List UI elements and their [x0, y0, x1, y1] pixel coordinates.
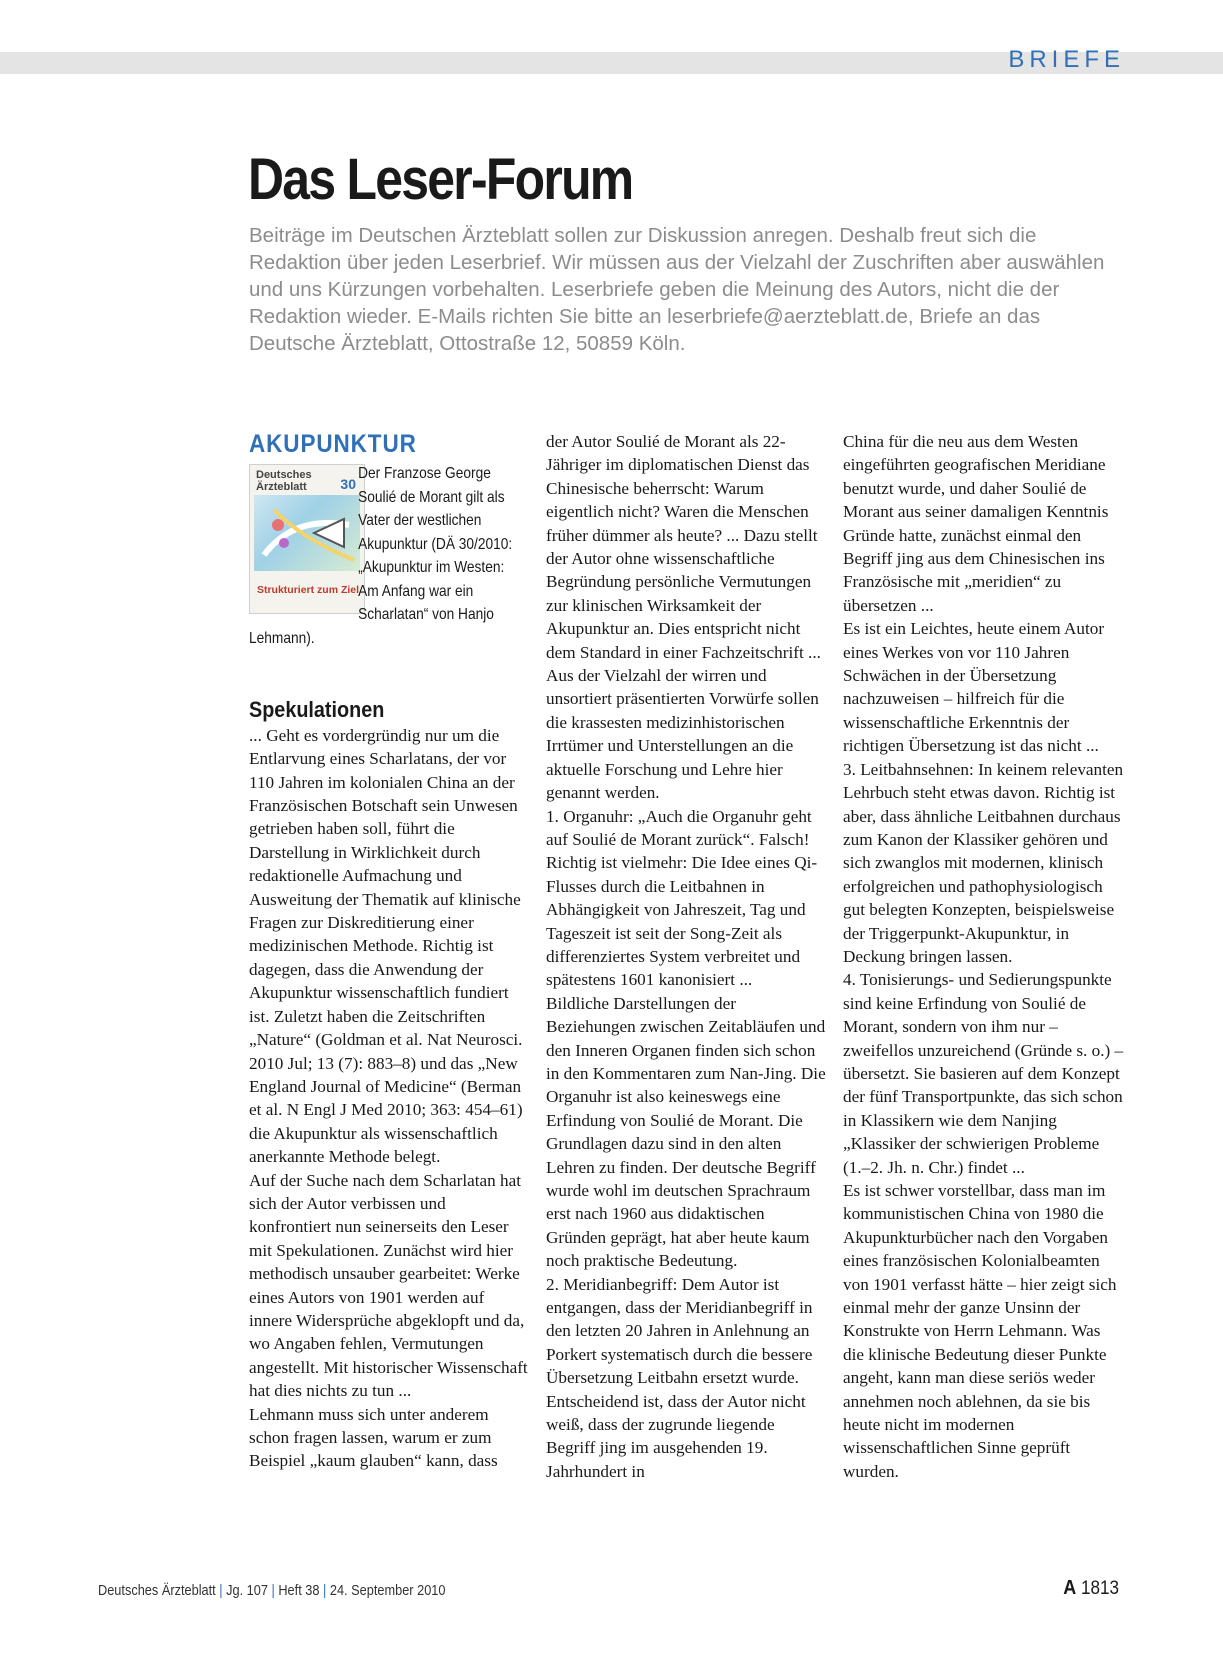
- cover-issue-number: 30: [340, 476, 356, 493]
- article-teaser: Der Franzose George Soulié de Morant gilt als Vater der westlichen Akupunktur (DÄ 30/2010: „Akupunktur im Westen: Am Anfang war ein Scharlatan“ von Hanjo Lehmann).: [249, 465, 513, 647]
- letter-text-column-1: ... Geht es vordergründig nur um die Entlarvung eines Scharlatans, der vor 110 Jahren im kolonialen China an der Französischen Botschaft sein Unwesen getrieben haben soll, führt die Darstellung in Wirklichkeit durch redaktionelle Aufmachung und Ausweitung der Thematik auf klinische Fragen zur Diskreditierung einer medizinischen Methode. Richtig ist dagegen, dass die Anwendung der Akupunktur wissenschaftlich fundiert ist. Zuletzt haben die Zeitschriften „Nature“ (Goldman et al. Nat Neurosci. 2010 Jul; 13 (7): 883–8) und das „New England Journal of Medicine“ (Berman et al. N Engl J Med 2010; 363: 454–61) die Akupunktur als wissenschaftlich anerkannte Methode belegt. Auf der Suche nach dem Scharlatan hat sich der Autor verbissen und konfrontiert nun seinerseits den Leser mit Spekulationen. Zunächst wird hier methodisch unsauber gearbeitet: Werke eines Autors von 1901 werden auf innere Widersprüche abgeklopft und da, wo Angaben fehlen, Vermutungen angestellt. Mit historischer Wissenschaft hat dies nichts zu tun ... Lehmann muss sich unter anderem schon fragen lassen, warum er zum Beispiel „kaum glauben“ kann, dass: [249, 725, 528, 1471]
- page-prefix: A: [1063, 1577, 1077, 1599]
- footer-separator: |: [271, 1583, 275, 1599]
- page-number: [1063, 1577, 1119, 1600]
- footer-volume: Jg. 107: [226, 1583, 268, 1599]
- footer-issue: Heft 38: [278, 1583, 320, 1599]
- intro-text: Beiträge im Deutschen Ärzteblatt sollen zur Diskussion anregen. Deshalb freut sich die Redaktion über jeden Leserbrief. Wir müssen aus der Vielzahl der Zuschriften aber auswählen und uns Kürzungen vorbehalten. Leserbriefe geben die Meinung des Autors, nicht die der Redaktion wieder. E-Mails richten Sie bitte an leserbriefe@aerzteblatt.de, Briefe an das Deutsche Ärzteblatt, Ottostraße 12, 50859 Köln.: [249, 224, 1105, 355]
- column-1: [249, 430, 531, 1473]
- letter-text-column-3: China für die neu aus dem Westen eingeführten geografischen Meridiane benutzt wurde, und daher Soulié de Morant aus seiner damaligen Kenntnis Gründe hatte, zunächst einmal den Begriff jing aus dem Chinesischen ins Französische mit „meridien“ zu übersetzen ... Es ist ein Leichtes, heute einem Autor eines Werkes von vor 110 Jahren Schwächen in der Übersetzung nachzuweisen – hilfreich für die wissenschaftliche Erkenntnis der richtigen Übersetzung ist das nicht ... 3. Leitbahnsehnen: In keinem relevanten Lehrbuch steht etwas davon. Richtig ist aber, dass ähnliche Leitbahnen durchaus zum Kanon der Klassiker gehören und sich zwanglos mit modernen, klinisch erfolgreichen und pathophysiologisch gut belegten Konzepten, beispielsweise der Triggerpunkt-Akupunktur, in Deckung bringen lassen. 4. Tonisierungs- und Sedierungspunkte sind keine Erfindung von Soulié de Morant, sondern von ihm nur – zweifellos unzureichend (Gründe s. o.) – übersetzt. Sie basieren auf dem Konzept der fünf Transportpunkte, das sich schon in Klassikern wie dem Nanjing „Klassiker der schwierigen Probleme (1.–2. Jh. n. Chr.) findet ... Es ist schwer vorstellbar, dass man im kommunistischen China von 1980 die Akupunkturbücher nach den Vorgaben eines französischen Kolonialbeamten von 1901 verfasst hätte – hier zeigt sich einmal mehr der ganze Unsinn der Konstrukte von Herrn Lehmann. Was die klinische Bedeutung dieser Punkte angeht, kann man diese seriös weder annehmen noch ablehnen, da sie bis heute nicht im modernen wissenschaftlichen Sinne geprüft wurden.: [843, 432, 1124, 1481]
- cover-headline: Strukturiert zum Ziel: [256, 584, 360, 597]
- page-number-value: 1813: [1080, 1578, 1119, 1599]
- footer-citation: [98, 1583, 445, 1599]
- page-title: Das Leser-Forum: [248, 147, 633, 212]
- column-3: [843, 430, 1125, 1483]
- column-2: [546, 430, 828, 1483]
- letter-title: Spekulationen: [249, 697, 385, 723]
- footer-journal: Deutsches Ärzteblatt: [98, 1583, 216, 1599]
- letter-text-column-2: der Autor Soulié de Morant als 22-Jähriger im diplomatischen Dienst das Chinesische beherrscht: Warum eigentlich nicht? Waren die Menschen früher dümmer als heute? ... Dazu stellt der Autor ohne wissenschaftliche Begründung persönliche Vermutungen zur klinischen Wirksamkeit der Akupunktur an. Dies entspricht nicht dem Standard in einer Fachzeitschrift ... Aus der Vielzahl der wirren und unsortiert präsentierten Vorwürfe sollen die krassesten medizinhistorischen Irrtümer und Unterstellungen an die aktuelle Forschung und Lehre hier genannt werden. 1. Organuhr: „Auch die Organuhr geht auf Soulié de Morant zurück“. Falsch! Richtig ist vielmehr: Die Idee eines Qi-Flusses durch die Leitbahnen in Abhängigkeit von Jahreszeit, Tag und Tageszeit ist seit der Song-Zeit als differenziertes System verbreitet und spätestens 1601 kanonisiert ... Bildliche Darstellungen der Beziehungen zwischen Zeitabläufen und den Inneren Organen finden sich schon in den Kommentaren zum Nan-Jing. Die Organuhr ist also keineswegs eine Erfindung von Soulié de Morant. Die Grundlagen dazu sind in den alten Lehren zu finden. Der deutsche Begriff wurde wohl im deutschen Sprachraum erst nach 1960 aus didaktischen Gründen geprägt, hat aber heute kaum noch praktische Bedeutung. 2. Meridianbegriff: Dem Autor ist entgangen, dass der Meridianbegriff in den letzten 20 Jahren in Anlehnung an Porkert systematisch durch die bessere Übersetzung Leitbahn ersetzt wurde. Entscheidend ist, dass der Autor nicht weiß, dass der zugrunde liegende Begriff jing im ausgehenden 19. Jahrhundert in: [546, 432, 826, 1481]
- footer-separator: |: [219, 1583, 223, 1599]
- footer-date: 24. September 2010: [329, 1583, 446, 1599]
- cover-masthead: Deutsches Ärzteblatt: [256, 469, 312, 494]
- teaser-block: [249, 462, 531, 652]
- section-label: BRIEFE: [1008, 46, 1125, 73]
- article-kicker: AKUPUNKTUR: [249, 430, 417, 458]
- footer-separator: |: [323, 1583, 327, 1599]
